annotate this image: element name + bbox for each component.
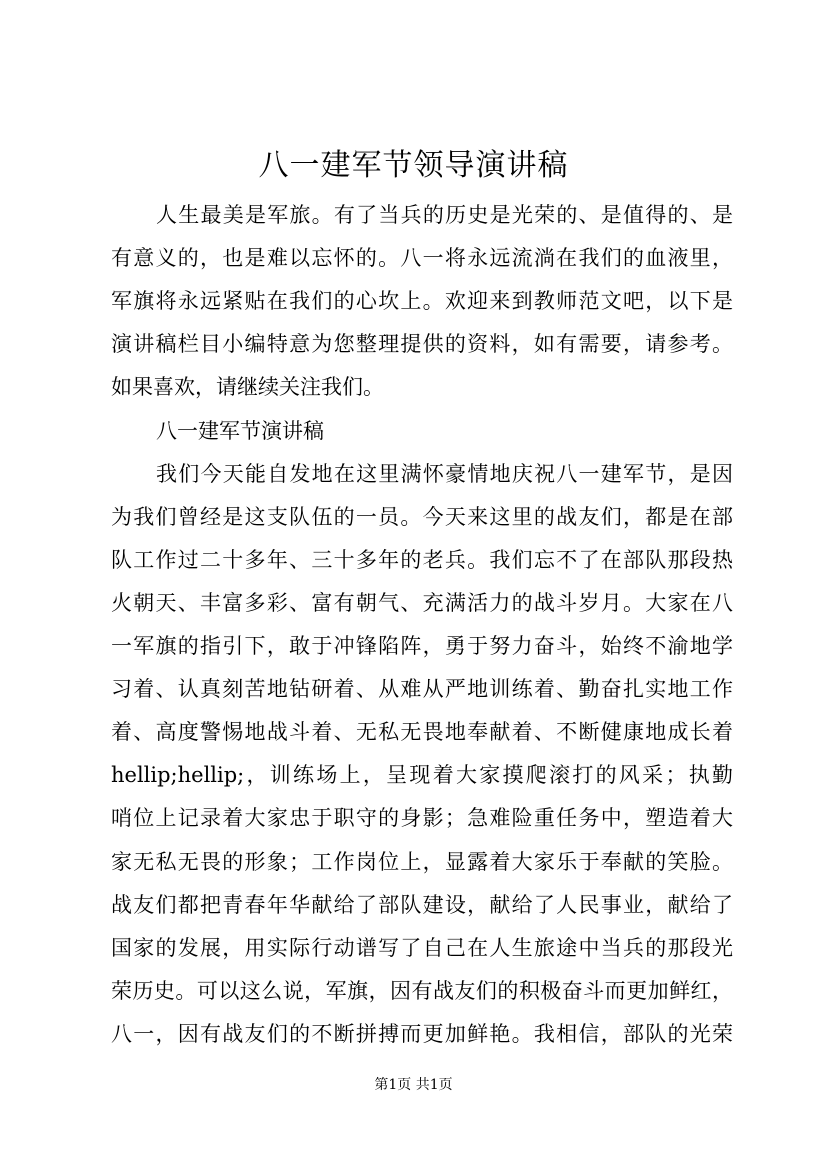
document-title: 八一建军节领导演讲稿 bbox=[258, 148, 569, 183]
page-footer: 第1页 共1页 bbox=[374, 1077, 453, 1093]
paragraph-line: 习着、认真刻苦地钻研着、从难从严地训练着、勤奋扎实地工作 bbox=[111, 677, 733, 702]
paragraph-line: 家无私无畏的形象；工作岗位上，显露着大家乐于奉献的笑脸。 bbox=[111, 849, 733, 874]
paragraph-line: 战友们都把青春年华献给了部队建设，献给了人民事业，献给了 bbox=[111, 892, 733, 917]
paragraph-line: 我们今天能自发地在这里满怀豪情地庆祝八一建军节，是因 bbox=[156, 461, 733, 486]
paragraph-line: 队工作过二十多年、三十多年的老兵。我们忘不了在部队那段热 bbox=[111, 547, 733, 572]
paragraph-line: 荣历史。可以这么说，军旗，因有战友们的积极奋斗而更加鲜红， bbox=[111, 978, 733, 1003]
paragraph-line: 如果喜欢，请继续关注我们。 bbox=[111, 375, 384, 400]
paragraph-line: 八一，因有战友们的不断拼搏而更加鲜艳。我相信，部队的光荣 bbox=[111, 1021, 733, 1046]
paragraph-line: 军旗将永远紧贴在我们的心坎上。欢迎来到教师范文吧，以下是 bbox=[111, 289, 733, 314]
paragraph-line: 国家的发展，用实际行动谱写了自己在人生旅途中当兵的那段光 bbox=[111, 935, 733, 960]
paragraph-line: 为我们曾经是这支队伍的一员。今天来这里的战友们，都是在部 bbox=[111, 504, 733, 529]
paragraph-line: 有意义的，也是难以忘怀的。八一将永远流淌在我们的血液里， bbox=[111, 246, 733, 271]
paragraph-line: 人生最美是军旅。有了当兵的历史是光荣的、是值得的、是 bbox=[156, 203, 733, 227]
paragraph-line: 一军旗的指引下，敢于冲锋陷阵，勇于努力奋斗，始终不渝地学 bbox=[111, 634, 733, 658]
paragraph-line: 演讲稿栏目小编特意为您整理提供的资料，如有需要，请参考。 bbox=[111, 332, 733, 357]
paragraph-line: 火朝天、丰富多彩、富有朝气、充满活力的战斗岁月。大家在八 bbox=[111, 590, 733, 615]
paragraph-line: 八一建军节演讲稿 bbox=[156, 418, 324, 443]
paragraph-line: hellip;hellip;，训练场上，呈现着大家摸爬滚打的风采；执勤 bbox=[111, 763, 733, 788]
paragraph-line: 哨位上记录着大家忠于职守的身影；急难险重任务中，塑造着大 bbox=[111, 806, 733, 831]
paragraph-line: 着、高度警惕地战斗着、无私无畏地奉献着、不断健康地成长着 bbox=[111, 720, 733, 745]
